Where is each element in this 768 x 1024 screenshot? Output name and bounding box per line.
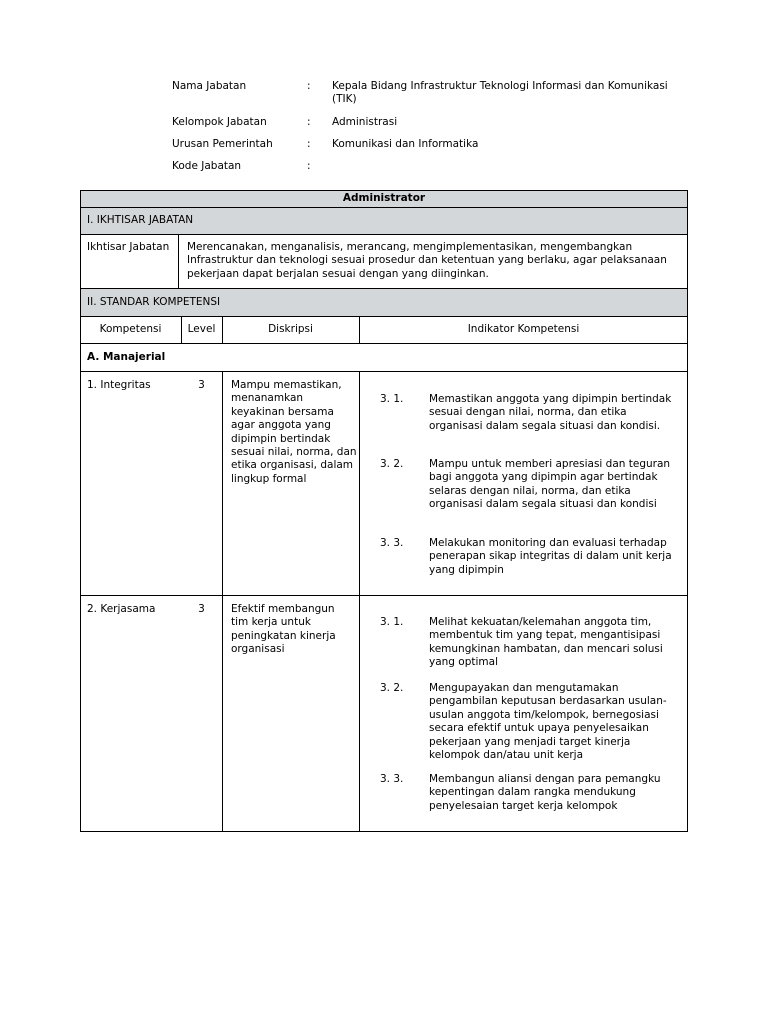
indicator-number: 3. 2.	[380, 458, 404, 470]
field-value: Komunikasi dan Informatika	[332, 138, 479, 150]
deskripsi-cell: Efektif membangun tim kerja untuk peningkatan kinerja organisasi	[231, 603, 336, 656]
indicator-number: 3. 1.	[380, 616, 404, 628]
indicator-number: 3. 2.	[380, 682, 404, 694]
table-border	[80, 371, 688, 372]
level-cell: 3	[198, 603, 205, 615]
field-colon: :	[307, 160, 311, 172]
table-border	[80, 316, 688, 317]
ikhtisar-label: Ikhtisar Jabatan	[87, 241, 170, 253]
level-cell: 3	[198, 379, 205, 391]
field-label: Nama Jabatan	[172, 80, 247, 92]
field-value: Administrasi	[332, 116, 398, 128]
table-border	[80, 234, 688, 235]
indicator-number: 3. 3.	[380, 773, 404, 785]
ikhtisar-text: Merencanakan, menganalisis, merancang, mengimplementasikan, mengembangkan Infrastruktur dan teknologi sesuai prosedur dan ketentuan yang berlaku, agar pelaksanaan pekerjaan dapat berjalan sesuai dengan yang diinginkan.	[187, 241, 667, 280]
kompetensi-cell: 1. Integritas	[87, 379, 151, 391]
field-colon: :	[307, 116, 311, 128]
field-colon: :	[307, 138, 311, 150]
table-border	[222, 371, 223, 832]
field-colon: :	[307, 80, 311, 92]
table-border	[80, 343, 688, 344]
competency-table	[80, 190, 688, 832]
indicator-text: Melakukan monitoring dan evaluasi terhadap penerapan sikap integritas di dalam unit kerja yang dipimpin	[429, 537, 672, 576]
table-border	[80, 595, 688, 596]
column-header-kompetensi: Kompetensi	[99, 323, 162, 335]
indicator-text: Mengupayakan dan mengutamakan pengambilan keputusan berdasarkan usulan-usulan anggota tim/kelompok, bernegosiasi secara efektif untuk upaya penyelesaikan pekerjaan yang menjadi target kinerja kelompok dan/atau unit kerja	[429, 682, 667, 762]
indicator-text: Mampu untuk memberi apresiasi dan teguran bagi anggota yang dipimpin agar bertindak selaras dengan nilai, norma, dan etika organisasi dalam segala situasi dan kondisi	[429, 458, 671, 511]
column-header-indikator: Indikator Kompetensi	[467, 323, 580, 335]
indicator-text: Memastikan anggota yang dipimpin bertindak sesuai dengan nilai, norma, dan etika organisasi dalam segala situasi dan kondisi.	[429, 393, 672, 432]
indicator-text: Melihat kekuatan/kelemahan anggota tim, membentuk tim yang tepat, mengantisipasi kemungkinan hambatan, dan mencari solusi yang optimal	[429, 616, 663, 669]
deskripsi-cell: Mampu memastikan, menanamkan keyakinan bersama agar anggota yang dipimpin bertindak sesuai nilai, norma, dan etika organisasi, dalam lingkup formal	[231, 379, 357, 485]
table-border	[80, 190, 81, 832]
table-border	[80, 207, 688, 208]
indicator-number: 3. 3.	[380, 537, 404, 549]
section-title-standar: II. STANDAR KOMPETENSI	[87, 296, 221, 308]
group-label: A. Manajerial	[87, 351, 166, 363]
field-label: Kode Jabatan	[172, 160, 242, 172]
table-border	[687, 190, 688, 832]
field-label: Urusan Pemerintah	[172, 138, 273, 150]
field-value: Kepala Bidang Infrastruktur Teknologi Informasi dan Komunikasi (TIK)	[332, 80, 668, 106]
table-border	[178, 234, 179, 289]
table-title: Administrator	[342, 192, 426, 204]
table-border	[80, 288, 688, 289]
table-border	[80, 190, 688, 191]
column-header-deskripsi: Diskripsi	[268, 323, 313, 335]
indicator-text: Membangun aliansi dengan para pemangku kepentingan dalam rangka mendukung penyelesaian target kerja kelompok	[429, 773, 661, 812]
table-border	[359, 371, 360, 832]
kompetensi-cell: 2. Kerjasama	[87, 603, 156, 615]
column-header-level: Level	[187, 323, 216, 335]
section-title-ikhtisar: I. IKHTISAR JABATAN	[87, 214, 194, 226]
table-border	[80, 831, 688, 832]
indicator-number: 3. 1.	[380, 393, 404, 405]
field-label: Kelompok Jabatan	[172, 116, 267, 128]
